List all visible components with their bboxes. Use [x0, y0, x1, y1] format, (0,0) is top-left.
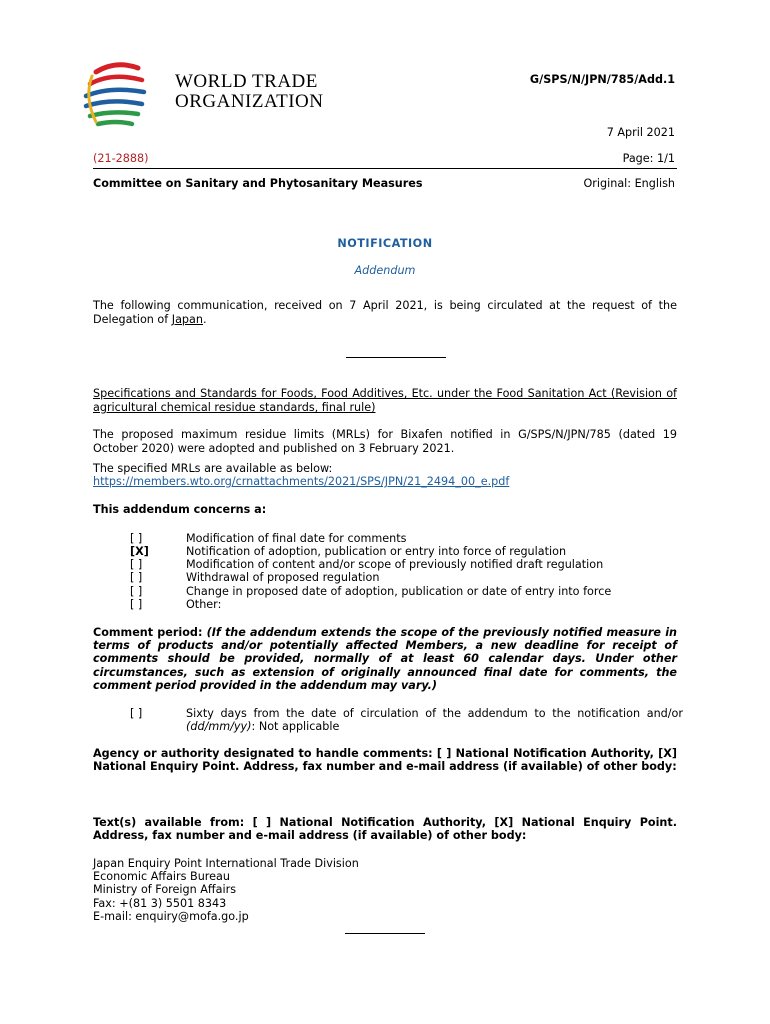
concern-checkbox: [ ] — [130, 598, 143, 611]
contact-block — [93, 857, 359, 923]
agency-paragraph: Agency or authority designated to handle comments: [ ] National Notification Authority, [X] National Enquiry Point. Address, fax number and e-mail address (if available) of other body: — [93, 747, 677, 774]
contact-line: Economic Affairs Bureau — [93, 870, 230, 884]
subject-text: Specifications and Standards for Foods, Food Additives, Etc. under the Food Sanitation Act (Revision of agricultural chemical residue standards, final rule) — [93, 387, 677, 414]
document-reference: G/SPS/N/JPN/785/Add.1 — [529, 73, 675, 86]
comment-period-label: Comment period: — [93, 626, 207, 639]
comment-period-text: (If the addendum extends the scope of the previously notified measure in terms of products and/or potentially affected Members, a new deadline for receipt of comments should be provided, normally of at least 60 calendar days. Under other circumstances, such as extension of originally announced final date for comments, the comment period provided in the addendum may vary.) — [93, 626, 677, 692]
concern-label: Modification of content and/or scope of previously notified draft regulation — [186, 558, 604, 571]
contact-line: E-mail: enquiry@mofa.go.jp — [93, 909, 249, 923]
page-subtitle: Addendum — [354, 264, 416, 277]
section-separator — [346, 357, 446, 358]
attachment-link[interactable]: https://members.wto.org/crnattachments/2021/SPS/JPN/21_2494_00_e.pdf — [93, 475, 510, 488]
sixty-days-end: : Not applicable — [251, 720, 340, 734]
original-language: Original: English — [583, 177, 675, 190]
contact-line: Japan Enquiry Point International Trade Division — [93, 857, 359, 870]
attachment-link-row — [93, 475, 677, 489]
contact-line: Fax: +(81 3) 5501 8343 — [93, 896, 227, 910]
mrl-paragraph: The proposed maximum residue limits (MRLs) for Bixafen notified in G/SPS/N/JPN/785 (dated 19 October 2020) were adopted and published on 3 February 2021. — [93, 428, 677, 455]
page-number: Page: 1/1 — [622, 152, 675, 165]
concern-label: Other: — [186, 598, 222, 611]
sixty-days-main: Sixty days from the date of circulation of the addendum to the notification and/or — [186, 707, 683, 720]
org-name-line2: ORGANIZATION — [175, 91, 324, 112]
wto-logo-icon — [82, 58, 152, 130]
subject-heading — [93, 387, 677, 415]
document-number: (21-2888) — [93, 152, 149, 165]
page-title: NOTIFICATION — [337, 237, 433, 250]
org-name — [175, 72, 323, 112]
concern-checkbox: [ ] — [130, 558, 143, 571]
sixty-days-format: (dd/mm/yy) — [186, 720, 252, 734]
comment-period-paragraph — [93, 626, 677, 692]
concern-label: Modification of final date for comments — [186, 532, 407, 545]
concern-label: Withdrawal of proposed regulation — [186, 571, 380, 584]
specified-mrls-text: The specified MRLs are available as below: — [93, 462, 333, 475]
committee-name: Committee on Sanitary and Phytosanitary Measures — [93, 177, 423, 190]
concern-checkbox: [ ] — [130, 585, 143, 598]
texts-available-paragraph: Text(s) available from: [ ] National Notification Authority, [X] National Enquiry Point. Address, fax number and e-mail address (if available) of other body: — [93, 816, 677, 843]
concerns-heading: This addendum concerns a: — [93, 503, 267, 516]
org-name-line1: WORLD TRADE — [175, 71, 318, 92]
concern-checkbox: [X] — [130, 545, 149, 558]
document-date: 7 April 2021 — [606, 126, 675, 139]
sixty-days-checkbox: [ ] — [130, 707, 143, 720]
concern-label: Change in proposed date of adoption, publication or date of entry into force — [186, 585, 612, 598]
concern-checkbox: [ ] — [130, 532, 143, 545]
intro-end: . — [202, 313, 207, 326]
contact-line: Ministry of Foreign Affairs — [93, 883, 237, 897]
header-divider — [93, 168, 677, 169]
sixty-days-text — [186, 707, 683, 733]
intro-text: The following communication, received on 7 April 2021, is being circulated at the request of the Delegation of — [93, 299, 677, 326]
end-separator — [345, 933, 425, 934]
concern-checkbox: [ ] — [130, 571, 143, 584]
concern-label: Notification of adoption, publication or entry into force of regulation — [186, 545, 567, 558]
intro-paragraph — [93, 299, 677, 327]
intro-country: Japan — [171, 313, 203, 326]
